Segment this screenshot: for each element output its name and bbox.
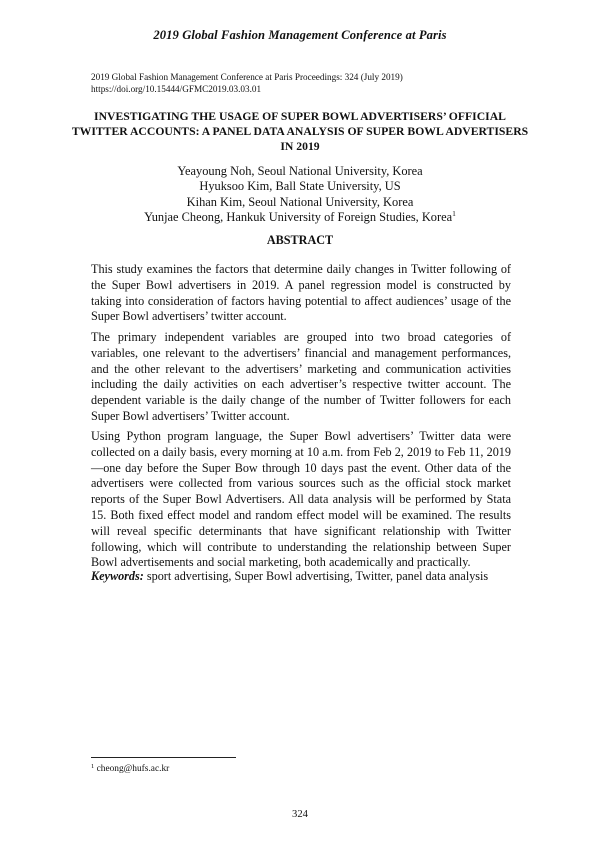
abstract-paragraph: This study examines the factors that determine daily changes in Twitter following of the Super Bowl advertisers in 2019. A panel regression model is constructed by taking into consideration of factors having potential to affect audiences’ usage of the Super Bowl advertisers’ twitter account. bbox=[91, 262, 511, 324]
abstract-paragraph: The primary independent variables are grouped into two broad categories of variables, one relevant to the advertisers’ financial and management performances, and the other relevant to the advertisers’ marketing and communication activities including the daily activities on each advertiser’s respective twitter account. The dependent variable is the daily change of the number of Twitter followers for each Super Bowl advertisers’ Twitter account. bbox=[91, 330, 511, 423]
running-header: 2019 Global Fashion Management Conference at Paris bbox=[153, 28, 447, 42]
author-name: Yunjae Cheong, Hankuk University of Foreign Studies, Korea bbox=[144, 210, 453, 225]
author-line: Yeayoung Noh, Seoul National University, Korea bbox=[177, 164, 423, 178]
abstract-heading: ABSTRACT bbox=[266, 233, 334, 247]
page-number: 324 bbox=[292, 809, 308, 820]
footnote bbox=[91, 764, 169, 774]
footnote-marker: 1 bbox=[452, 209, 456, 219]
proceedings-citation: 2019 Global Fashion Management Conference at Paris Proceedings: 324 (July 2019) bbox=[91, 72, 403, 82]
keywords bbox=[91, 569, 511, 585]
abstract-paragraph: Using Python program language, the Super Bowl advertisers’ Twitter data were collected on a daily basis, every morning at 10 a.m. from Feb 2, 2019 to Feb 11, 2019—one day before the Super Bow through 10 days past the event. Other data of the advertisers were collected from various sources such as the official stock market reports of the Super Bowl Advertisers. All data analysis will be performed by Stata 15. Both fixed effect model and random effect model will be examined. The results will reveal specific determinants that have significant relationship with Twitter following, which will contribute to understanding the relationship between Super Bowl advertisements and social marketing, both academically and practically. bbox=[91, 429, 511, 570]
proceedings-info bbox=[91, 72, 511, 95]
doi-link[interactable]: https://doi.org/10.15444/GFMC2019.03.03.01 bbox=[91, 83, 262, 94]
footnote-marker: 1 bbox=[91, 763, 95, 770]
keywords-label: Keywords: bbox=[91, 569, 144, 583]
author-list bbox=[0, 164, 600, 226]
author-line: Hyuksoo Kim, Ball State University, US bbox=[199, 179, 401, 194]
footnote-divider bbox=[91, 757, 236, 758]
keywords-text: sport advertising, Super Bowl advertising, Twitter, panel data analysis bbox=[143, 569, 489, 583]
author-line: Kihan Kim, Seoul National University, Korea bbox=[186, 194, 414, 209]
author-line bbox=[0, 210, 600, 225]
paper-title: INVESTIGATING THE USAGE OF SUPER BOWL ADVERTISERS’ OFFICIAL TWITTER ACCOUNTS: A PANEL DATA ANALYSIS OF SUPER BOWL ADVERTISERS IN 2019 bbox=[71, 110, 529, 153]
footnote-email: cheong@hufs.ac.kr bbox=[94, 764, 170, 774]
